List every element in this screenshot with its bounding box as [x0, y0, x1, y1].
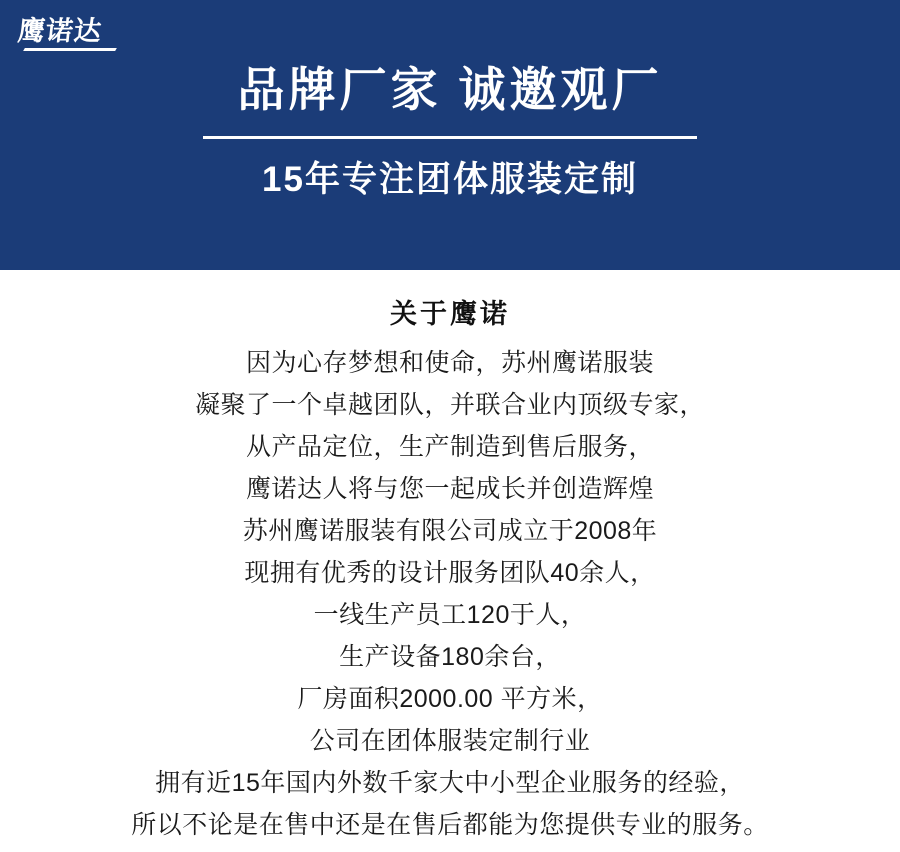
about-section [0, 270, 900, 846]
about-line: 公司在团体服装定制行业 [309, 727, 591, 755]
about-heading: 关于鹰诺 [390, 299, 510, 329]
hero-banner [0, 0, 900, 270]
banner-content [0, 0, 900, 270]
about-line: 因为心存梦想和使命，苏州鹰诺服装 [245, 349, 654, 377]
about-line: 凝聚了一个卓越团队，并联合业内顶级专家， [194, 391, 705, 419]
about-line: 鹰诺达人将与您一起成长并创造辉煌 [245, 475, 654, 503]
brand-logo-text: 鹰诺达 [16, 16, 104, 46]
banner-subtitle: 15年专注团体服装定制 [262, 160, 638, 199]
about-line: 现拥有优秀的设计服务团队40余人， [244, 559, 656, 587]
about-line: 拥有近15年国内外数千家大中小型企业服务的经验， [155, 769, 745, 797]
banner-title: 品牌厂家 诚邀观厂 [237, 63, 663, 116]
about-line: 所以不论是在售中还是在售后都能为您提供专业的服务。 [131, 811, 769, 839]
about-line: 苏州鹰诺服装有限公司成立于2008年 [242, 517, 658, 545]
about-line: 生产设备180余台， [339, 643, 561, 671]
about-line: 厂房面积2000.00 平方米， [297, 685, 603, 713]
about-line: 从产品定位，生产制造到售后服务， [245, 433, 654, 461]
about-paragraph [0, 342, 900, 846]
banner-divider [203, 136, 697, 139]
about-line: 一线生产员工120于人， [313, 601, 587, 629]
